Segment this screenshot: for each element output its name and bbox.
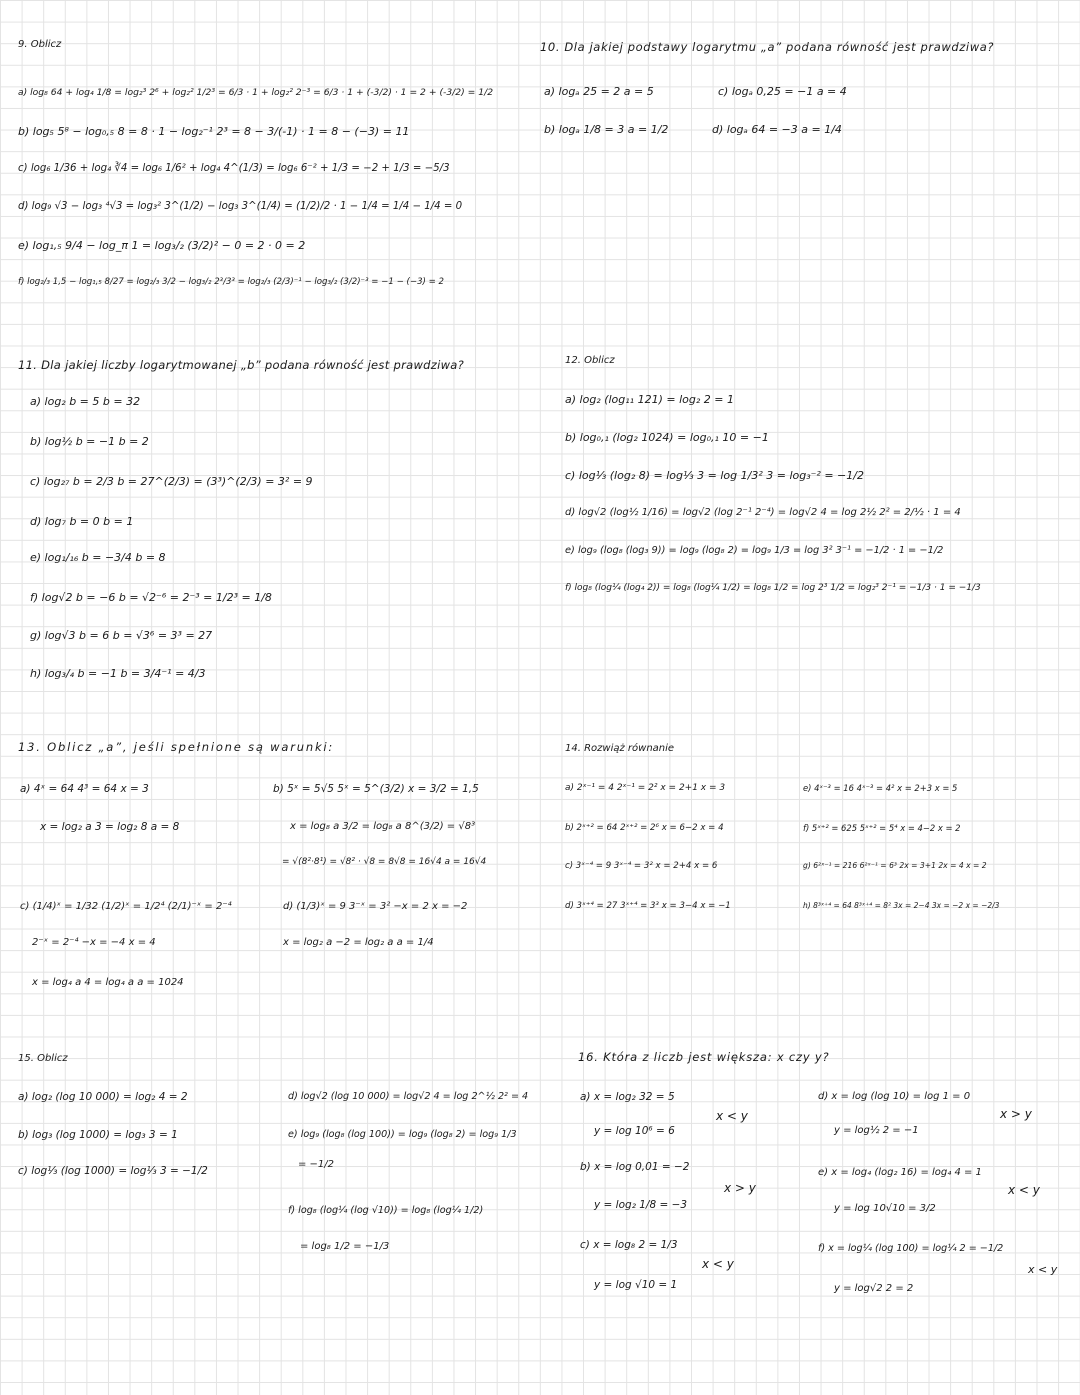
exercise-16-line-b-y: y = log₂ 1/8 = −3 [594,1199,688,1211]
exercise-16-line-a-x: a) x = log₂ 32 = 5 [580,1091,675,1103]
exercise-13-line-b2: x = log₈ a 3/2 = log₈ a 8^(3/2) = √8³ [290,821,476,832]
exercise-15-line-a: a) log₂ (log 10 000) = log₂ 4 = 2 [18,1091,188,1103]
exercise-11-line-b: b) log½ b = −1 b = 2 [30,435,149,448]
exercise-16-line-b-result: x > y [724,1181,756,1195]
exercise-12-line-d: d) log√2 (log½ 1/16) = log√2 (log 2⁻¹ 2⁻⁴) = log√2 4 = log 2½ 2² = 2/½ · 1 = 4 [565,507,961,518]
exercise-9-line-f: f) log₂/₃ 1,5 − log₁,₅ 8/27 = log₂/₃ 3/2 − log₃/₂ 2³/3³ = log₂/₃ (2/3)⁻¹ − log₃/₂ (3/2)⁻³ = −1 − (−3) = 2 [18,277,445,287]
exercise-12-title: 12. Oblicz [565,355,615,366]
exercise-16-line-e-result: x < y [1008,1183,1040,1197]
exercise-16-line-e-x: e) x = log₄ (log₂ 16) = log₄ 4 = 1 [818,1167,982,1178]
exercise-9-line-d: d) log₉ √3 − log₃ ⁴√3 = log₃² 3^(1/2) − log₃ 3^(1/4) = (1/2)/2 · 1 − 1/4 = 1/4 − 1/4 = 0 [18,201,463,212]
exercise-14-line-a: a) 2ˣ⁻¹ = 4 2ˣ⁻¹ = 2² x = 2+1 x = 3 [565,783,726,793]
exercise-13-title: 13. Oblicz „a”, jeśli spełnione są warunki: [18,740,335,754]
exercise-15-line-f1: f) log₈ (log¼ (log √10)) = log₈ (log¼ 1/2) [288,1205,484,1216]
exercise-15-line-c: c) log⅓ (log 1000) = log⅓ 3 = −1/2 [18,1165,208,1177]
exercise-10-line-c: c) logₐ 0,25 = −1 a = 4 [718,85,847,98]
exercise-12 [565,356,1075,606]
exercise-9-line-a: a) log₈ 64 + log₄ 1/8 = log₂³ 2⁶ + log₂² 1/2³ = 6/3 · 1 + log₂² 2⁻³ = 6/3 · 1 + (-3/2) · 1 = 2 + (-3/2) = 1/2 [18,87,494,98]
exercise-10-title: 10. Dla jakiej podstawy logarytmu „a” podana równość jest prawdziwa? [540,40,995,54]
exercise-14-line-f: f) 5ˣ⁺² = 625 5ˣ⁺² = 5⁴ x = 4−2 x = 2 [803,823,961,833]
exercise-16-line-d-x: d) x = log (log 10) = log 1 = 0 [818,1091,971,1102]
exercise-13-line-c1: c) (1/4)ˣ = 1/32 (1/2)ˣ = 1/2⁴ (2/1)⁻ˣ = 2⁻⁴ [20,901,232,912]
exercise-16-line-c-x: c) x = log₈ 2 = 1/3 [580,1239,678,1251]
exercise-13-line-b1: b) 5ˣ = 5√5 5ˣ = 5^(3/2) x = 3/2 = 1,5 [273,783,479,795]
exercise-14-title: 14. Rozwiąż równanie [565,743,675,754]
exercise-13-line-b3: = √(8²·8¹) = √8² · √8 = 8√8 = 16√4 a = 16√4 [282,857,487,867]
exercise-11-line-g: g) log√3 b = 6 b = √3⁶ = 3³ = 27 [30,629,213,642]
exercise-11-line-f: f) log√2 b = −6 b = √2⁻⁶ = 2⁻³ = 1/2³ = 1/8 [30,591,272,604]
exercise-12-line-f: f) log₈ (log¼ (log₄ 2)) = log₈ (log¼ 1/2) = log₈ 1/2 = log 2³ 1/2 = log₂³ 2⁻¹ = −1/3 · 1 = −1/3 [565,583,981,593]
exercise-16-line-f-y: y = log√2 2 = 2 [834,1283,914,1294]
exercise-16-line-d-result: x > y [1000,1107,1032,1121]
exercise-14-line-b: b) 2ˣ⁺² = 64 2ˣ⁺² = 2⁶ x = 6−2 x = 4 [565,823,724,833]
exercise-13 [18,742,563,992]
exercise-10 [540,42,1065,142]
exercise-14-line-d: d) 3ˣ⁺⁴ = 27 3ˣ⁺⁴ = 3³ x = 3−4 x = −1 [565,901,731,911]
exercise-16-line-d-y: y = log½ 2 = −1 [834,1125,919,1136]
exercise-13-line-c3: x = log₄ a 4 = log₄ a a = 1024 [32,977,184,988]
exercise-16-line-a-result: x < y [716,1109,748,1123]
exercise-16-line-b-x: b) x = log 0,01 = −2 [580,1161,690,1173]
exercise-15-line-e1: e) log₉ (log₈ (log 100)) = log₉ (log₈ 2) = log₉ 1/3 [288,1129,517,1140]
exercise-10-line-d: d) logₐ 64 = −3 a = 1/4 [712,123,842,136]
exercise-15-line-e2: = −1/2 [298,1159,335,1170]
exercise-11-line-c: c) log₂₇ b = 2/3 b = 27^(2/3) = (3³)^(2/3) = 3² = 9 [30,475,313,488]
exercise-16-title: 16. Która z liczb jest większa: x czy y? [578,1050,830,1064]
exercise-15-line-f2: = log₈ 1/2 = −1/3 [300,1241,390,1252]
exercise-14 [565,744,1075,924]
exercise-13-line-d1: d) (1/3)ˣ = 9 3⁻ˣ = 3² −x = 2 x = −2 [283,901,468,912]
exercise-12-line-c: c) log⅓ (log₂ 8) = log⅓ 3 = log 1/3² 3 = log₃⁻² = −1/2 [565,469,864,482]
exercise-14-line-e: e) 4ˣ⁻³ = 16 4ˣ⁻³ = 4² x = 2+3 x = 5 [803,783,958,793]
exercise-16-line-a-y: y = log 10⁶ = 6 [594,1125,675,1137]
exercise-12-line-b: b) log₀,₁ (log₂ 1024) = log₀,₁ 10 = −1 [565,431,769,444]
exercise-9-line-b: b) log₅ 5⁸ − log₀,₅ 8 = 8 · 1 − log₂⁻¹ 2³ = 8 − 3/(-1) · 1 = 8 − (−3) = 11 [18,125,410,138]
exercise-16-line-c-result: x < y [702,1257,734,1271]
exercise-9-line-e: e) log₁,₅ 9/4 − log_π 1 = log₃/₂ (3/2)² − 0 = 2 · 0 = 2 [18,239,306,252]
exercise-14-line-c: c) 3ˣ⁻⁴ = 9 3ˣ⁻⁴ = 3² x = 2+4 x = 6 [565,861,718,871]
exercise-11-title: 11. Dla jakiej liczby logarytmowanej „b” podana równość jest prawdziwa? [18,358,465,372]
exercise-13-line-c2: 2⁻ˣ = 2⁻⁴ −x = −4 x = 4 [32,937,156,948]
exercise-14-line-h: h) 8³ˣ⁺⁴ = 64 8³ˣ⁺⁴ = 8² 3x = 2−4 3x = −2 x = −2/3 [803,901,1000,910]
exercise-13-line-a1: a) 4ˣ = 64 4³ = 64 x = 3 [20,783,149,795]
exercise-9-title: 9. Oblicz [18,39,62,50]
exercise-11-line-e: e) log₁/₁₆ b = −3/4 b = 8 [30,551,166,564]
exercise-11-line-d: d) log₇ b = 0 b = 1 [30,515,134,528]
exercise-11-line-h: h) log₃/₄ b = −1 b = 3/4⁻¹ = 4/3 [30,667,206,680]
exercise-15-line-b: b) log₃ (log 1000) = log₃ 3 = 1 [18,1129,178,1141]
exercise-9-line-c: c) log₆ 1/36 + log₄ ∛4 = log₆ 1/6² + log₄ 4^(1/3) = log₆ 6⁻² + 1/3 = −2 + 1/3 = −5/3 [18,163,450,174]
exercise-9 [18,40,528,300]
exercise-16 [578,1052,1075,1312]
exercise-14-line-g: g) 6²ˣ⁻¹ = 216 6²ˣ⁻¹ = 6³ 2x = 3+1 2x = 4 x = 2 [803,861,987,870]
exercise-15-title: 15. Oblicz [18,1053,68,1064]
exercise-11 [18,360,548,690]
exercise-15-line-d: d) log√2 (log 10 000) = log√2 4 = log 2^½ 2² = 4 [288,1091,529,1102]
exercise-15 [18,1054,563,1274]
exercise-13-line-a2: x = log₂ a 3 = log₂ 8 a = 8 [40,821,180,833]
exercise-12-line-a: a) log₂ (log₁₁ 121) = log₂ 2 = 1 [565,393,734,406]
exercise-16-line-e-y: y = log 10√10 = 3/2 [834,1203,936,1214]
exercise-16-line-c-y: y = log √10 = 1 [594,1279,678,1291]
exercise-10-line-b: b) logₐ 1/8 = 3 a = 1/2 [544,123,669,136]
exercise-11-line-a: a) log₂ b = 5 b = 32 [30,395,141,408]
exercise-13-line-d2: x = log₂ a −2 = log₂ a a = 1/4 [283,937,434,948]
exercise-16-line-f-result: x < y [1028,1263,1058,1276]
exercise-10-line-a: a) logₐ 25 = 2 a = 5 [544,85,654,98]
exercise-12-line-e: e) log₉ (log₈ (log₃ 9)) = log₉ (log₈ 2) = log₉ 1/3 = log 3² 3⁻¹ = −1/2 · 1 = −1/2 [565,545,944,556]
exercise-16-line-f-x: f) x = log¼ (log 100) = log¼ 2 = −1/2 [818,1243,1004,1254]
